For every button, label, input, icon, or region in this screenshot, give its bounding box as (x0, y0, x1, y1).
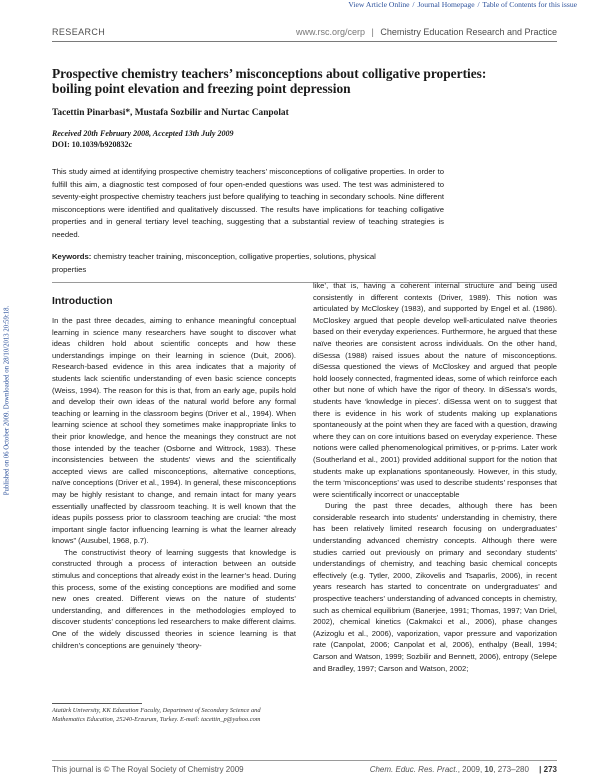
abstract: This study aimed at identifying prospective chemistry teachers’ misconceptions of colligative properties. In order to fulfill this aim, a diagnostic test composed of four open-ended questions was used. The test was administered to seventy-eight prospective chemistry teachers just before qualifying to teaching in secondary schools. Nine different misconceptions were identified and qualitatively discussed. The results have implications for teaching colligative properties and in general tertiary level teaching, suggesting that a substantial review of teaching strategies is needed. (52, 167, 444, 239)
left-column (52, 315, 296, 651)
author-affiliation: Atatürk University, KK Education Faculty, Department of Secondary Science and Mathematics Education, 25240-Erzurum, Turkey. E-mail: tacettin_p@yahoo.com (52, 707, 261, 724)
page-footer (52, 760, 557, 780)
journal-name: Chemistry Education Research and Practice (380, 27, 557, 37)
journal-url: www.rsc.org/cerp (296, 27, 366, 37)
link-separator: / (412, 0, 415, 9)
body-paragraph: The constructivist theory of learning suggests that knowledge is constructed through a process of interaction between an outside stimulus and conceptions that already exist in the learner’s head. During this process, some of the existing conceptions are modified and some new ones created. Different views on the nature of students’ understanding, and differences in the methodologies employed to discover students’ conceptions led researchers to make different claims. One of the widely discussed theories in science learning is that children’s conceptions are genuinely ‘theory- (52, 547, 296, 650)
keywords (52, 251, 412, 276)
header-right (296, 27, 557, 37)
citation (370, 765, 557, 774)
article-doi: DOI: 10.1039/b920832c (52, 140, 132, 149)
footer-divider: | (539, 765, 542, 774)
link-separator: / (477, 0, 480, 9)
introduction-heading: Introduction (52, 296, 113, 307)
section-label: RESEARCH (52, 27, 106, 37)
citation-volume: 10 (484, 765, 494, 774)
top-links (348, 0, 577, 9)
page-number-value: 273 (543, 765, 557, 774)
body-paragraph: like’, that is, having a coherent internal structure and being used consistently in different contexts (Driver, 1989). This notion was articulated by McCloskey (1983), and supported by Engel et al. (1986). McCloskey argued that people develop well-articulated naïve theories based on their everyday experiences. Furthermore, he argued that these naïve theories are consistent across individuals. On the other hand, diSessa (1988) raised issues about the nature of misconceptions. diSessa questioned the views of McCloskey and argued that people hold loosely connected, fragmented ideas, some of which reinforce each other but none of which have the rigor of theory. In diSessa’s words, students have ‘knowledge in pieces’. diSessa went on to suggest that there is evidence in his work of students making up explanations spontaneously at the point when they are faced with a question, drawing where they can on core intuitions based on everyday experience. These notions were called phenomenological primitives, or p-prims. Later work (Southerland et al., 2001) provided additional support for the notion that students make up explanations spontaneously. However, in this study, the term ‘misconceptions’ was used to describe students’ responses that were scientifically incorrect or unacceptable (313, 281, 557, 499)
keywords-list: chemistry teacher training, misconception, colligative properties, solutions, physical properties (52, 252, 376, 274)
received-dates: Received 20th February 2008, Accepted 13th July 2009 (52, 129, 234, 138)
download-note-text: Published on 06 October 2009. Downloaded on 28/10/2013 20:59:18. (3, 305, 11, 496)
table-of-contents-link[interactable]: Table of Contents for this issue (482, 0, 577, 9)
article-title: Prospective chemistry teachers’ misconceptions about colligative properties: boiling point elevation and freezing point depression (52, 66, 487, 96)
header-divider: | (371, 27, 374, 37)
affiliation-divider (52, 703, 142, 704)
citation-pages: , 273–280 (493, 765, 529, 774)
view-article-online-link[interactable]: View Article Online (348, 0, 410, 9)
article-authors: Tacettin Pinarbasi*, Mustafa Sozbilir and Nurtac Canpolat (52, 108, 289, 118)
body-paragraph: In the past three decades, aiming to enhance meaningful conceptual learning in science many researchers have sought to discover what ideas children hold about scientific concepts and how these understandings impinge on their learning in science (Duit, 2006). Research-based evidence in this area indicates that a majority of students lack scientific understanding of even basic science concepts (Weiss, 1994). The reason for this is that, from an early age, pupils hold and develop their own ideas of the natural world before any formal teaching or learning in the classroom begins (Driver et al., 1994). When learning science at school they sometimes make inappropriate links to their prior knowledge, and hence the meanings they construct are not those intended by the teacher (Osborne and Wittrock, 1983). These inconsistencies between the students’ views and the scientifically accepted views are called misconceptions, alternative conceptions, naïve conceptions (Driver et al., 1994). In general, these misconceptions may be highly resistant to change, and remain intact for many years essentially unaffected by classroom teaching. It is well known that the ideas pupils possess prior to classroom teaching are crucial: “the most important single factor influencing learning is what the learner already knows” (Ausubel, 1968, p.7). (52, 316, 296, 546)
copyright-notice: This journal is © The Royal Society of Chemistry 2009 (52, 765, 244, 774)
citation-year: , 2009, (457, 765, 485, 774)
journal-abbrev: Chem. Educ. Res. Pract. (369, 765, 458, 774)
side-download-note (2, 222, 12, 582)
journal-header (52, 24, 557, 42)
body-paragraph: During the past three decades, although there has been considerable research into students’ understanding in chemistry, there has been relatively limited research focusing on undergraduates’ understanding advanced chemistry concepts. Although there were studies carried out previously on primary and secondary students’ understandings of chemistry, and teaching basic chemical concepts effectively (e.g. Tytler, 2000, Zikovelis and Tsaparlis, 2006), in recent years research has started to concentrate on undergraduates’ and prospective teachers’ understanding of advanced concepts in chemistry, such as chemical equilibrium (Banerjee, 1991; Thomas, 1997; Van Driel, 2002), chemical kinetics (Cakmakci et al., 2006), phase changes (Azizoglu et al., 2006), vaporization, vapor pressure and vaporization rate (Canpolat, 2006; Canpolat et al, 2006), enthalpy (Beall, 1994; Carson and Watson, 1999; Sozbilir and Bennett, 2006), entropy (Selepe and Bradley, 1997; Carson and Watson, 2002; (313, 501, 557, 673)
right-column (313, 280, 557, 674)
page-number (539, 765, 557, 774)
journal-homepage-link[interactable]: Journal Homepage (417, 0, 475, 9)
keywords-label: Keywords: (52, 252, 92, 261)
